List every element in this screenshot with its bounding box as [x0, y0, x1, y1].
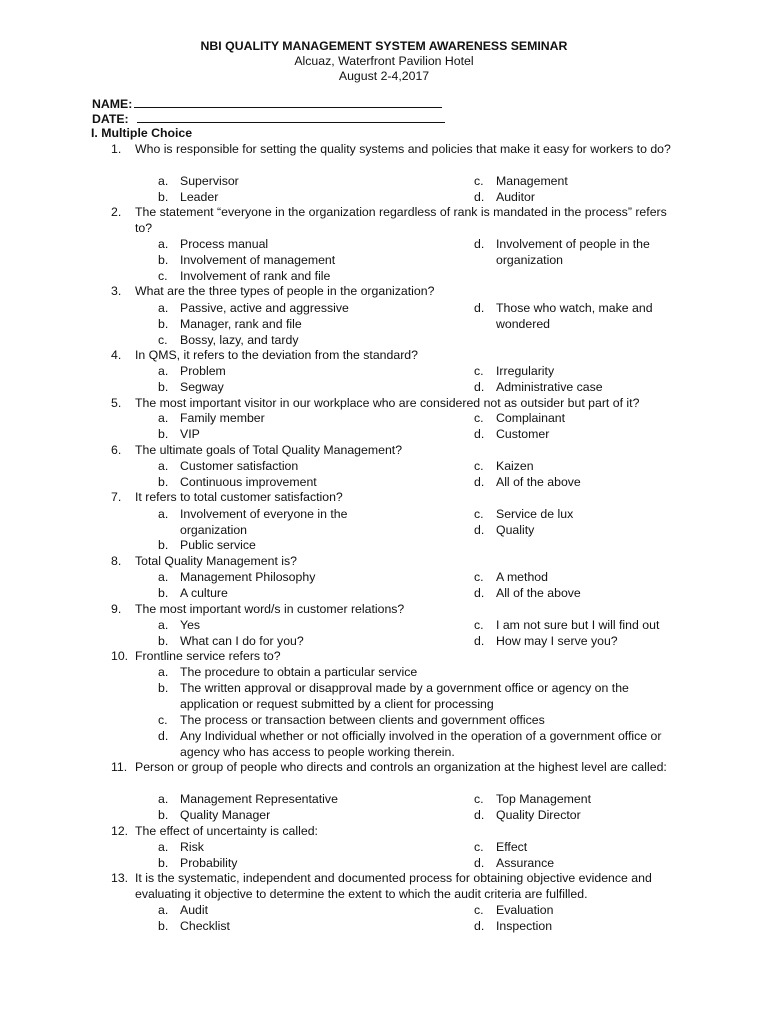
question-6 [111, 443, 681, 459]
option-text: Bossy, lazy, and tardy [180, 333, 299, 347]
option-letter: c. [474, 792, 484, 806]
question-13-option-a [158, 903, 438, 919]
option-text: Involvement of people in the organization [496, 237, 650, 267]
option-text: Public service [180, 538, 256, 552]
question-number: 3. [111, 284, 122, 298]
question-3-option-c [158, 333, 438, 349]
question-number: 13. [111, 871, 129, 885]
option-letter: a. [158, 364, 169, 378]
option-letter: b. [158, 681, 169, 695]
option-letter: b. [158, 919, 169, 933]
option-letter: b. [158, 190, 169, 204]
option-text: All of the above [496, 586, 581, 600]
question-12-option-a [158, 840, 438, 856]
question-8-option-d [474, 586, 674, 602]
document-header [0, 39, 768, 84]
question-1-option-a [158, 174, 438, 190]
option-text: Probability [180, 856, 238, 870]
question-7-option-d [474, 523, 674, 539]
option-text: Evaluation [496, 903, 554, 917]
option-text: Irregularity [496, 364, 555, 378]
option-letter: b. [158, 586, 169, 600]
option-letter: c. [158, 333, 168, 347]
option-text: How may I serve you? [496, 634, 618, 648]
option-letter: b. [158, 475, 169, 489]
option-letter: d. [474, 523, 485, 537]
question-text: It refers to total customer satisfaction? [135, 490, 343, 504]
question-5 [111, 396, 681, 412]
seminar-date: August 2-4,2017 [338, 69, 430, 83]
option-letter: d. [474, 475, 485, 489]
question-3-option-d [474, 301, 659, 333]
option-letter: a. [158, 792, 169, 806]
question-12 [111, 824, 681, 840]
question-12-option-b [158, 856, 438, 872]
option-text: Yes [180, 618, 201, 632]
option-text: Complainant [496, 411, 566, 425]
option-text: Those who watch, make and wondered [496, 301, 653, 331]
question-text: The most important visitor in our workplace who are considered not as outsider but part of it? [135, 396, 640, 410]
option-text: Quality [496, 523, 535, 537]
question-text: In QMS, it refers to the deviation from the standard? [135, 348, 418, 362]
question-number: 6. [111, 443, 122, 457]
question-8-option-a [158, 570, 438, 586]
option-letter: b. [158, 253, 169, 267]
option-letter: c. [158, 713, 168, 727]
option-letter: a. [158, 618, 169, 632]
option-text: Assurance [496, 856, 555, 870]
option-text: Involvement of rank and file [180, 269, 331, 283]
option-letter: d. [474, 190, 485, 204]
option-letter: d. [158, 729, 169, 743]
question-10-option-a [158, 665, 678, 681]
option-letter: a. [158, 507, 169, 521]
question-number: 8. [111, 554, 122, 568]
question-8-option-c [474, 570, 674, 586]
question-2-option-d [474, 237, 659, 269]
option-text: Service de lux [496, 507, 574, 521]
question-3-option-a [158, 301, 438, 317]
option-letter: d. [474, 634, 485, 648]
question-8-option-b [158, 586, 438, 602]
question-1 [111, 142, 681, 158]
option-letter: c. [474, 570, 484, 584]
option-text: Administrative case [496, 380, 603, 394]
option-text: Supervisor [180, 174, 239, 188]
option-text: All of the above [496, 475, 581, 489]
option-letter: c. [474, 618, 484, 632]
option-text: Quality Director [496, 808, 581, 822]
question-7-option-b [158, 538, 438, 554]
option-text: Leader [180, 190, 219, 204]
question-6-option-d [474, 475, 674, 491]
question-text: Person or group of people who directs and controls an organization at the highest level are called: [135, 760, 667, 774]
question-number: 5. [111, 396, 122, 410]
question-1-option-d [474, 190, 674, 206]
question-10-option-c [158, 713, 678, 729]
question-10-option-b [158, 681, 678, 713]
option-letter: b. [158, 317, 169, 331]
question-6-option-c [474, 459, 674, 475]
question-11-option-b [158, 808, 438, 824]
option-letter: d. [474, 237, 485, 251]
option-text: The procedure to obtain a particular service [180, 665, 418, 679]
option-letter: c. [474, 411, 484, 425]
option-text: Management [496, 174, 568, 188]
question-5-option-a [158, 411, 438, 427]
question-7-option-a [158, 507, 358, 539]
question-8 [111, 554, 681, 570]
option-text: Customer [496, 427, 550, 441]
option-text: Continuous improvement [180, 475, 317, 489]
question-4-option-a [158, 364, 438, 380]
question-11-option-c [474, 792, 674, 808]
option-text: Checklist [180, 919, 230, 933]
option-letter: c. [158, 269, 168, 283]
option-text: Risk [180, 840, 204, 854]
option-letter: a. [158, 840, 169, 854]
question-text: It is the systematic, independent and documented process for obtaining objective evidence and evaluating it objective to determine the extent to which the audit criteria are fulfilled. [135, 871, 652, 901]
question-11 [111, 760, 681, 776]
option-text: Inspection [496, 919, 553, 933]
question-5-option-d [474, 427, 674, 443]
question-number: 11. [111, 760, 128, 774]
option-letter: a. [158, 665, 169, 679]
question-3 [111, 284, 681, 300]
question-2-option-a [158, 237, 438, 253]
option-text: Quality Manager [180, 808, 271, 822]
option-letter: d. [474, 427, 485, 441]
option-letter: b. [158, 427, 169, 441]
option-letter: b. [158, 856, 169, 870]
date-label: DATE: [92, 112, 129, 126]
question-number: 9. [111, 602, 122, 616]
question-5-option-b [158, 427, 438, 443]
question-4-option-c [474, 364, 674, 380]
option-text: Passive, active and aggressive [180, 301, 349, 315]
seminar-title: NBI QUALITY MANAGEMENT SYSTEM AWARENESS SEMINAR [200, 39, 568, 53]
option-letter: b. [158, 538, 169, 552]
option-text: Problem [180, 364, 226, 378]
option-letter: c. [474, 840, 484, 854]
question-12-option-c [474, 840, 674, 856]
option-text: The process or transaction between clients and government offices [180, 713, 545, 727]
seminar-venue: Alcuaz, Waterfront Pavilion Hotel [294, 54, 474, 68]
question-text: Who is responsible for setting the quality systems and policies that make it easy for workers to do? [135, 142, 671, 156]
question-text: The ultimate goals of Total Quality Management? [135, 443, 403, 457]
question-7-option-c [474, 507, 674, 523]
option-letter: d. [474, 919, 485, 933]
option-letter: d. [474, 301, 485, 315]
option-letter: d. [474, 808, 485, 822]
question-11-option-a [158, 792, 438, 808]
name-field [92, 97, 442, 111]
option-text: Management Representative [180, 792, 338, 806]
option-text: A culture [180, 586, 228, 600]
date-blank-line [137, 112, 445, 123]
option-text: Kaizen [496, 459, 534, 473]
date-field [92, 112, 445, 126]
question-text: The most important word/s in customer relations? [135, 602, 405, 616]
option-text: I am not sure but I will find out [496, 618, 660, 632]
question-text: The effect of uncertainty is called: [135, 824, 318, 838]
question-number: 2. [111, 205, 122, 219]
option-text: What can I do for you? [180, 634, 304, 648]
question-5-option-c [474, 411, 674, 427]
option-letter: c. [474, 174, 484, 188]
question-12-option-d [474, 856, 674, 872]
option-text: The written approval or disapproval made by a government office or agency on the application or request submitted by a client for processing [180, 681, 629, 711]
option-letter: b. [158, 634, 169, 648]
question-number: 12. [111, 824, 129, 838]
question-1-option-c [474, 174, 674, 190]
question-13-option-b [158, 919, 438, 935]
question-4-option-b [158, 380, 438, 396]
section-title: I. Multiple Choice [91, 126, 193, 140]
option-text: Effect [496, 840, 528, 854]
question-number: 1. [111, 142, 122, 156]
question-text: Frontline service refers to? [135, 649, 281, 663]
option-text: Involvement of management [180, 253, 336, 267]
option-text: Auditor [496, 190, 535, 204]
option-letter: a. [158, 570, 169, 584]
name-blank-line [134, 97, 442, 108]
question-9-option-b [158, 634, 438, 650]
option-letter: c. [474, 903, 484, 917]
name-label: NAME: [92, 97, 133, 111]
option-text: Any Individual whether or not officially involved in the operation of a government office or agency who has access to people working therein. [180, 729, 662, 759]
option-letter: d. [474, 856, 485, 870]
option-letter: b. [158, 808, 169, 822]
option-letter: a. [158, 411, 169, 425]
question-9 [111, 602, 681, 618]
question-text: What are the three types of people in the organization? [135, 284, 435, 298]
question-10-option-d [158, 729, 688, 761]
option-letter: d. [474, 380, 485, 394]
question-6-option-a [158, 459, 438, 475]
option-text: Customer satisfaction [180, 459, 299, 473]
question-11-option-d [474, 808, 674, 824]
option-letter: a. [158, 301, 169, 315]
question-13-option-c [474, 903, 674, 919]
option-letter: c. [474, 459, 484, 473]
option-text: Audit [180, 903, 209, 917]
question-9-option-d [474, 634, 694, 650]
option-letter: a. [158, 459, 169, 473]
option-text: A method [496, 570, 548, 584]
option-text: VIP [180, 427, 200, 441]
question-number: 10. [111, 649, 129, 663]
option-text: Involvement of everyone in the organization [180, 507, 348, 537]
option-letter: a. [158, 174, 169, 188]
question-text: Total Quality Management is? [135, 554, 297, 568]
option-letter: d. [474, 586, 485, 600]
option-text: Top Management [496, 792, 592, 806]
question-2-option-b [158, 253, 438, 269]
option-letter: c. [474, 507, 484, 521]
question-2 [111, 205, 681, 237]
option-letter: a. [158, 903, 169, 917]
option-text: Segway [180, 380, 224, 394]
option-letter: a. [158, 237, 169, 251]
question-13-option-d [474, 919, 674, 935]
question-2-option-c [158, 269, 438, 285]
option-text: Management Philosophy [180, 570, 316, 584]
question-text: The statement “everyone in the organization regardless of rank is mandated in the process” refers to? [135, 205, 667, 235]
question-3-option-b [158, 317, 438, 333]
option-text: Manager, rank and file [180, 317, 302, 331]
question-9-option-a [158, 618, 438, 634]
question-4-option-d [474, 380, 674, 396]
option-text: Family member [180, 411, 265, 425]
option-letter: b. [158, 380, 169, 394]
question-1-option-b [158, 190, 438, 206]
question-13 [111, 871, 681, 903]
question-number: 7. [111, 490, 122, 504]
option-text: Process manual [180, 237, 269, 251]
question-4 [111, 348, 681, 364]
option-letter: c. [474, 364, 484, 378]
question-number: 4. [111, 348, 122, 362]
question-7 [111, 490, 681, 506]
question-6-option-b [158, 475, 438, 491]
question-10 [111, 649, 681, 665]
question-9-option-c [474, 618, 694, 634]
